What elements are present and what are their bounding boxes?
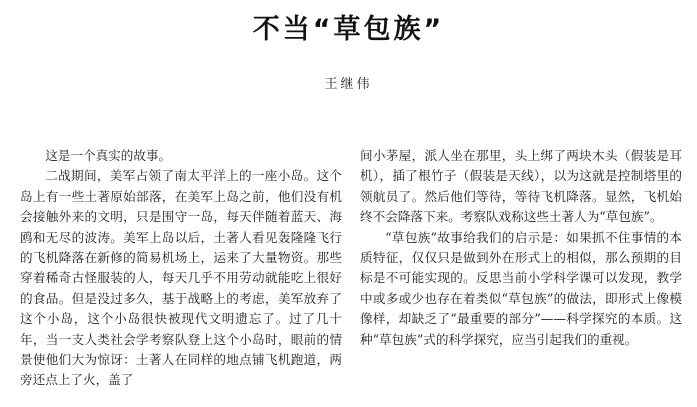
paragraph: “草包族”故事给我们的启示是：如果抓不住事情的本质特征，仅仅只是做到外在形式上的相似，那么预期的目标是不可能实现的。反思当前小学科学课可以发现，教学中或多或少也存在着类似“草包族”的做法，即形式上像模像样，却缺乏了“最重要的部分”——科学探究的本质。这种“草包族”式的科学探究，应当引起我们的重视。 <box>360 229 682 347</box>
paragraph: 二战期间，美军占领了南太平洋上的一座小岛。这个岛上有一些土著原始部落，在美军上岛之前，他们没有机会接触外来的文明，只是围守一岛，每天伴随着蓝天、海鸥和无尽的波涛。美军上岛以后，土著人看见轰隆隆飞行的飞机降落在新修的简易机场上，运来了大量物资。那些穿着稀奇古怪服装的人，每天几乎不用劳动就能吃上很好的食品。但是没过多久，基于战略上的考虑，美军放弃了这个小岛，这个小岛很快被现代文明遗忘了。过了几十年，当一支人类社会学考察队登上这个小岛时，眼前的情景使他们大为惊讶：土著人在同样的地点铺飞机跑道，两旁还点上了火，盖了 <box>20 168 342 388</box>
right-column <box>360 146 682 350</box>
left-column <box>20 146 342 391</box>
article-title: 不当“草包族” <box>252 14 445 45</box>
paragraph: 这是一个真实的故事。 <box>45 148 172 163</box>
article-author: 王继伟 <box>324 77 373 92</box>
paragraph-continuation: 间小茅屋，派人坐在那里，头上绑了两块木头（假装是耳机），插了根竹子（假装是天线），以为这就是控制塔里的领航员了。然后他们等待，等待飞机降落。显然，飞机始终不会降落下来。考察队戏称这些土著人为“草包族”。 <box>360 148 682 225</box>
